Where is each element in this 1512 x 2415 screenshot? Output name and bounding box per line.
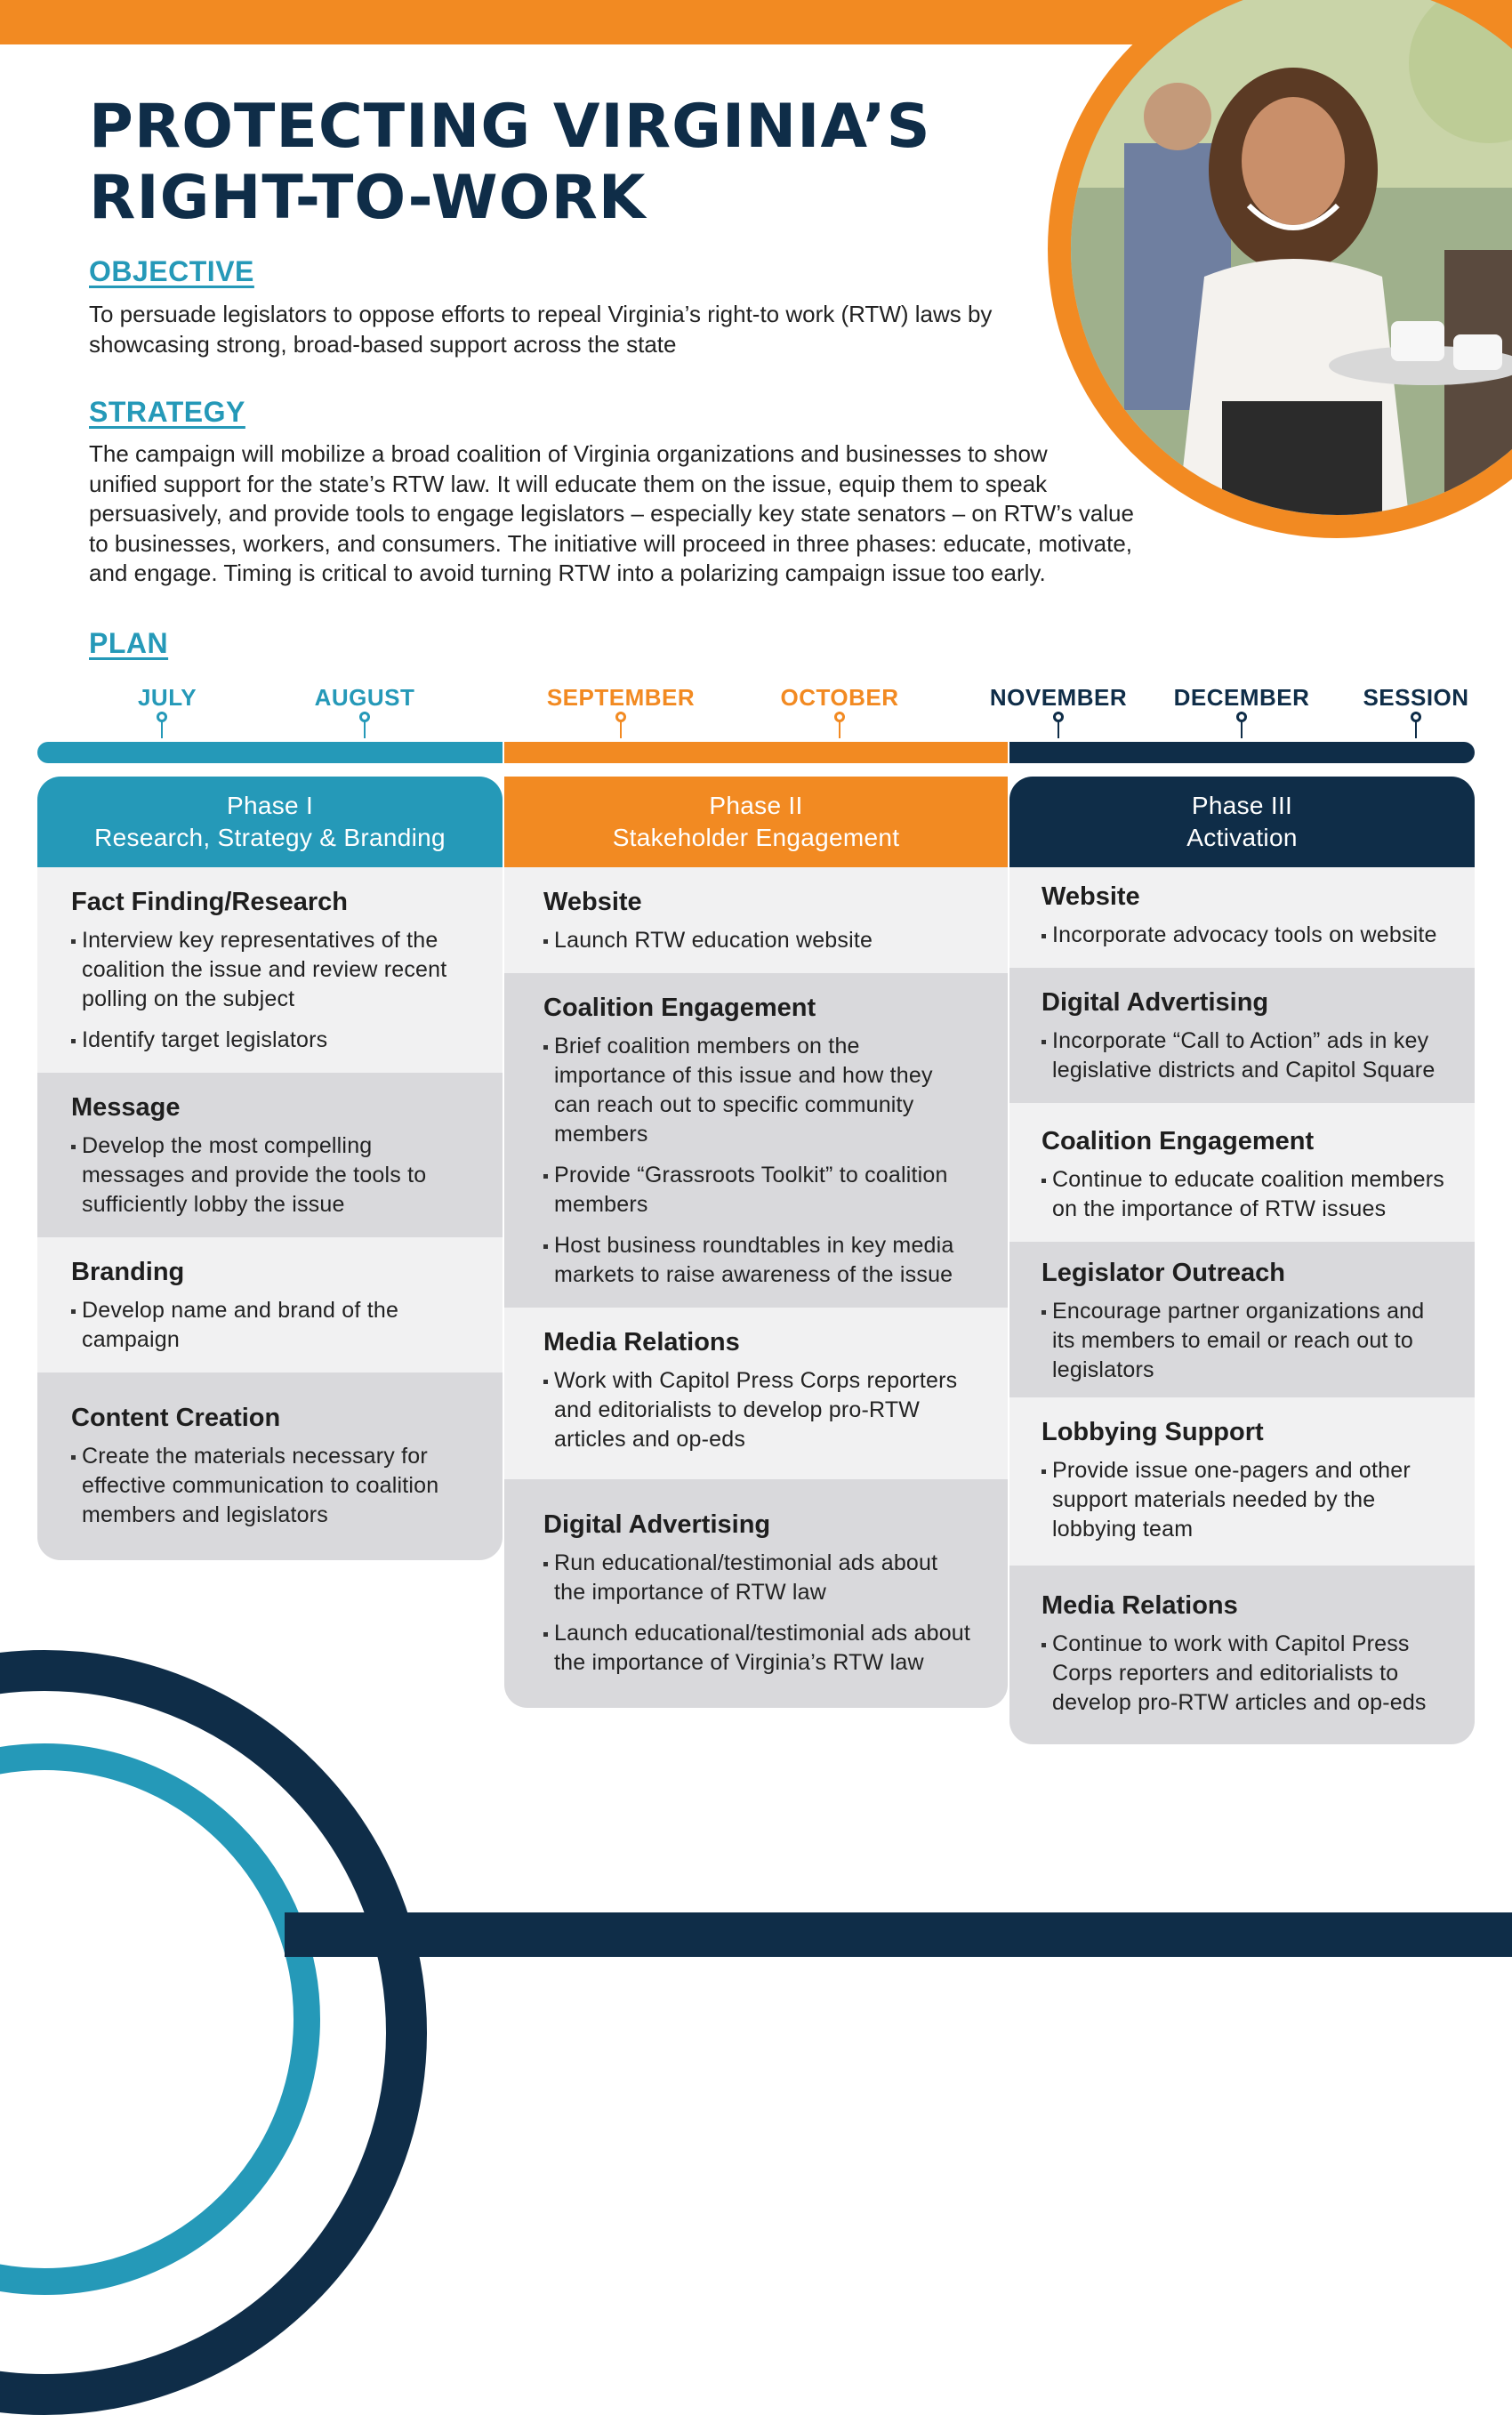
month-august: AUGUST bbox=[314, 684, 415, 711]
block-heading: Media Relations bbox=[543, 1328, 740, 1356]
month-october: OCTOBER bbox=[780, 684, 899, 711]
phase1-block-branding bbox=[37, 1237, 503, 1373]
strategy-heading: STRATEGY bbox=[89, 396, 245, 428]
list-item: Incorporate advocacy tools on website bbox=[1042, 921, 1448, 950]
phase3-block-media bbox=[1009, 1566, 1475, 1744]
tick-dot bbox=[834, 712, 845, 722]
phase1-header bbox=[37, 777, 503, 867]
tick-dot bbox=[359, 712, 370, 722]
phase3-column bbox=[1009, 777, 1475, 1744]
page-title bbox=[89, 92, 931, 234]
phase2-header bbox=[504, 777, 1008, 867]
timeline-phase2 bbox=[504, 742, 1008, 763]
block-heading: Lobbying Support bbox=[1042, 1418, 1264, 1446]
block-heading: Media Relations bbox=[1042, 1591, 1238, 1620]
phase1-subtitle: Research, Strategy & Branding bbox=[94, 824, 446, 851]
list-item: Continue to work with Capitol Press Corps reporters and editorialists to develop pro-RTW articles and op-eds bbox=[1042, 1630, 1462, 1718]
list-item: Continue to educate coalition members on the importance of RTW issues bbox=[1042, 1165, 1448, 1224]
phase3-block-lobbying bbox=[1009, 1397, 1475, 1566]
list-item: Develop the most compelling messages and provide the tools to sufficiently lobby the issue bbox=[71, 1131, 476, 1220]
month-november: NOVEMBER bbox=[989, 684, 1128, 711]
strategy-text bbox=[89, 439, 1134, 589]
list-item: Interview key representatives of the coalition the issue and review recent polling on the subject bbox=[71, 926, 476, 1014]
month-july: JULY bbox=[137, 684, 197, 711]
phase2-block-coalition bbox=[504, 973, 1008, 1308]
phase1-block-content bbox=[37, 1373, 503, 1560]
objective-line: showcasing strong, broad-based support across the state bbox=[89, 330, 677, 358]
phase3-subtitle: Activation bbox=[1186, 824, 1298, 851]
block-heading: Digital Advertising bbox=[1042, 988, 1269, 1017]
block-heading: Fact Finding/Research bbox=[71, 888, 349, 916]
phase2-block-website bbox=[504, 867, 1008, 973]
list-item: Encourage partner organizations and its members to email or reach out to legislators bbox=[1042, 1297, 1448, 1385]
list-item: Develop name and brand of the campaign bbox=[71, 1296, 476, 1355]
block-heading: Content Creation bbox=[71, 1404, 281, 1432]
objective-text bbox=[89, 300, 992, 359]
phase3-block-legislator bbox=[1009, 1242, 1475, 1397]
plan-heading: PLAN bbox=[89, 627, 169, 659]
phase1-block-research bbox=[37, 867, 503, 1073]
tick-dot bbox=[1236, 712, 1247, 722]
phase3-name: Phase III bbox=[1191, 792, 1293, 819]
phase3-block-digital bbox=[1009, 968, 1475, 1103]
month-september: SEPTEMBER bbox=[546, 684, 696, 711]
block-heading: Coalition Engagement bbox=[543, 994, 816, 1022]
phase2-column bbox=[504, 777, 1008, 1708]
phase2-block-digital bbox=[504, 1479, 1008, 1708]
strategy-line: unified support for the state’s RTW law. It will educate them on the issue, equip them to speak bbox=[89, 470, 1048, 497]
phase1-column bbox=[37, 777, 503, 1560]
block-heading: Digital Advertising bbox=[543, 1510, 771, 1539]
block-heading: Message bbox=[71, 1093, 181, 1122]
phase2-block-media bbox=[504, 1308, 1008, 1479]
list-item: Identify target legislators bbox=[71, 1026, 476, 1055]
list-item: Provide issue one-pagers and other support materials needed by the lobbying team bbox=[1042, 1456, 1448, 1544]
tick-dot bbox=[1411, 712, 1421, 722]
list-item: Incorporate “Call to Action” ads in key legislative districts and Capitol Square bbox=[1042, 1026, 1448, 1085]
phase2-subtitle: Stakeholder Engagement bbox=[612, 824, 900, 851]
strategy-line: persuasively, and provide tools to engage legislators – especially key state senators – on RTW’s value bbox=[89, 500, 1134, 527]
strategy-line: to businesses, workers, and consumers. The initiative will proceed in three phases: educate, motivate, bbox=[89, 529, 1133, 557]
bottom-accent-bar bbox=[285, 1912, 1512, 1957]
block-heading: Branding bbox=[71, 1258, 185, 1286]
title-line-1: PROTECTING VIRGINIA’S bbox=[89, 92, 931, 162]
phase1-name: Phase I bbox=[226, 792, 314, 819]
block-heading: Website bbox=[543, 888, 642, 916]
objective-heading: OBJECTIVE bbox=[89, 255, 254, 287]
list-item: Brief coalition members on the importance of this issue and how they can reach out to specific community members bbox=[543, 1032, 972, 1149]
tick-dot bbox=[615, 712, 626, 722]
phase3-header bbox=[1009, 777, 1475, 867]
list-item: Provide “Grassroots Toolkit” to coalition members bbox=[543, 1161, 972, 1220]
list-item: Create the materials necessary for effective communication to coalition members and legislators bbox=[71, 1442, 476, 1530]
strategy-line: The campaign will mobilize a broad coalition of Virginia organizations and businesses to show bbox=[89, 440, 1048, 467]
list-item: Host business roundtables in key media markets to raise awareness of the issue bbox=[543, 1231, 972, 1290]
phase3-block-website bbox=[1009, 867, 1475, 968]
month-session: SESSION bbox=[1363, 684, 1469, 711]
tick-dot bbox=[1053, 712, 1064, 722]
phase1-block-message bbox=[37, 1073, 503, 1237]
objective-line: To persuade legislators to oppose efforts to repeal Virginia’s right-to work (RTW) laws by bbox=[89, 301, 993, 327]
phase2-name: Phase II bbox=[709, 792, 803, 819]
tick-dot bbox=[157, 712, 167, 722]
phase3-block-coalition bbox=[1009, 1103, 1475, 1242]
list-item: Launch RTW education website bbox=[543, 926, 981, 955]
block-heading: Legislator Outreach bbox=[1042, 1259, 1285, 1287]
list-item: Work with Capitol Press Corps reporters and editorialists to develop pro-RTW articles and op-eds bbox=[543, 1366, 972, 1454]
strategy-line: and engage. Timing is critical to avoid turning RTW into a polarizing campaign issue too early. bbox=[89, 559, 1046, 586]
list-item: Run educational/testimonial ads about the importance of RTW law bbox=[543, 1549, 972, 1607]
block-heading: Website bbox=[1042, 882, 1140, 911]
timeline-phase3 bbox=[1009, 742, 1475, 763]
month-december: DECEMBER bbox=[1173, 684, 1310, 711]
block-heading: Coalition Engagement bbox=[1042, 1127, 1315, 1155]
title-line-2: RIGHT-TO-WORK bbox=[89, 163, 647, 233]
timeline-phase1 bbox=[37, 742, 503, 763]
list-item: Launch educational/testimonial ads about the importance of Virginia’s RTW law bbox=[543, 1619, 972, 1678]
